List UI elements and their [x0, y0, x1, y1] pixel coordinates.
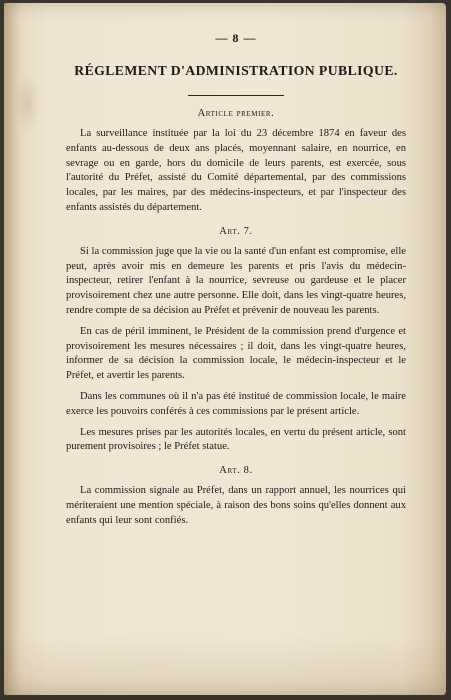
article-paragraph: La commission signale au Préfet, dans un rapport annuel, les nourrices qui mériteraient une mention spéciale, à raison des bons soins qu'elles donnent aux enfants qui leur sont confiés.	[66, 485, 406, 526]
article-premier	[66, 108, 406, 216]
page-title: RÉGLEMENT D'ADMINISTRATION PUBLIQUE.	[74, 63, 398, 78]
page-number: — 8 —	[215, 31, 257, 45]
article-7	[66, 226, 406, 455]
article-heading: Article premier.	[197, 108, 275, 119]
article-paragraph: En cas de péril imminent, le Président de la commission prend d'urgence et provisoirement les mesures nécessaires ; il doit, dans les vingt-quatre heures, informer de sa décision la commission locale, le médecin-inspecteur et le Préfet, et avertir les parents.	[66, 325, 406, 382]
article-paragraph: La surveillance instituée par la loi du 23 décembre 1874 en faveur des enfants au-dessous de deux ans placés, moyennant salaire, en nourrice, en sevrage ou en garde, hors du domicile de leurs parents, est exercée, sous l'autorité du Préfet, assisté du Comité départemental, par des commissions locales, par les maires, par des médecins-inspecteurs, et par l'inspecteur des enfants assistés du département.	[66, 128, 406, 213]
document-page	[4, 3, 446, 695]
paper-stain	[14, 73, 40, 133]
article-paragraph: Dans les communes où il n'a pas été institué de commission locale, le maire exerce les pouvoirs conférés à ces commissions par le présent article.	[66, 390, 406, 417]
title-divider	[188, 95, 284, 96]
article-paragraph: Les mesures prises par les autorités locales, en vertu du présent article, sont purement provisoires ; le Préfet statue.	[66, 426, 406, 453]
article-heading: Art. 7.	[219, 225, 253, 237]
page-content	[66, 31, 406, 535]
article-8	[66, 465, 406, 528]
article-heading: Art. 8.	[219, 465, 253, 477]
article-paragraph: Si la commission juge que la vie ou la santé d'un enfant est compromise, elle peut, après avoir mis en demeure les parents et pris l'avis du médecin-inspecteur, retirer l'enfant à la nourrice, sevreuse ou gardeuse et le placer provisoirement chez une autre personne. Elle doit, dans les vingt-quatre heures, rendre compte de sa décision au Préfet et prévenir de nouveau les parents.	[66, 245, 406, 316]
